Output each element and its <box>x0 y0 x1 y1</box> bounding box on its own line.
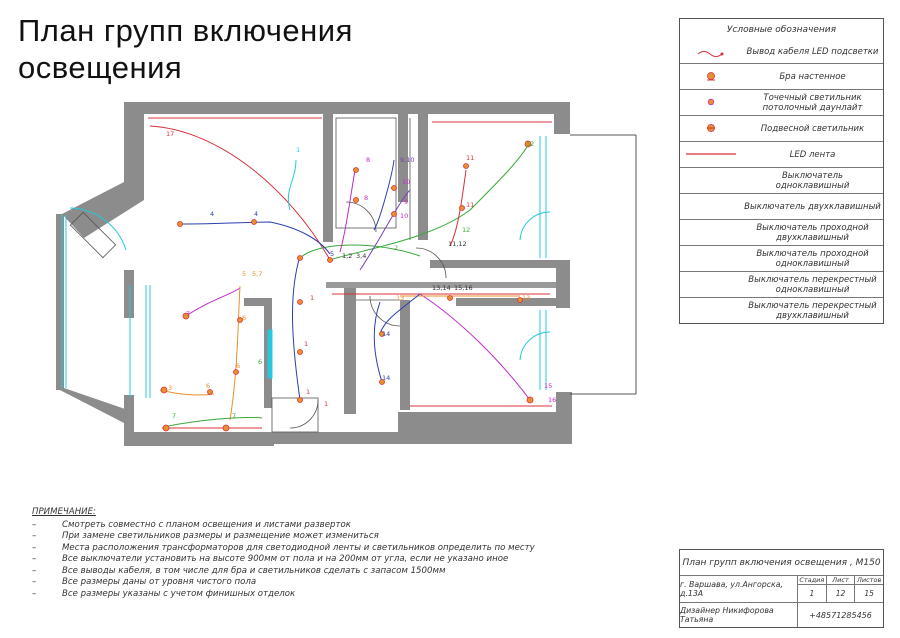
circuit-lines <box>150 126 530 426</box>
note-text: Все размеры указаны с учетом финишных отделок <box>62 588 296 599</box>
circuit-label: 5,7 <box>252 270 263 278</box>
downlight-icon <box>354 168 359 173</box>
legend-row <box>680 89 883 115</box>
title-block-row-2 <box>680 576 883 603</box>
legend-symbol <box>680 194 742 219</box>
circuit-magenta <box>340 170 355 252</box>
note-dash: – <box>32 588 37 599</box>
wall <box>430 260 558 268</box>
cable-outlet-icon <box>680 41 742 63</box>
downlight-icon <box>328 258 333 263</box>
page-title-line-2: освещения <box>18 50 183 85</box>
circuit-label: 1,2 <box>342 252 353 260</box>
circuit-label: 13 <box>396 294 405 302</box>
wall <box>124 102 570 114</box>
circuit-green <box>330 142 530 260</box>
legend-label: Выключатель перекрестный одноклавишный <box>748 274 877 295</box>
legend-label: Вывод кабеля LED подсветки <box>746 47 879 57</box>
circuit-cyan <box>288 160 296 210</box>
stage-label: Стадия <box>799 576 825 584</box>
notes-list <box>32 519 535 600</box>
legend-header-row <box>680 19 883 41</box>
wall <box>323 102 333 242</box>
downlight-icon <box>298 256 303 261</box>
wall-sconce-icon <box>163 425 169 431</box>
circuit-label: 13,14 <box>432 284 451 292</box>
downlight-icon <box>464 164 469 169</box>
notes <box>32 507 535 600</box>
wall <box>556 260 570 308</box>
legend-label: Подвесной светильник <box>760 123 865 134</box>
wall <box>398 412 572 444</box>
wall <box>124 270 134 318</box>
downlight-icon <box>252 220 257 225</box>
circuit-label: 14 <box>382 374 391 382</box>
legend-symbol <box>680 168 742 193</box>
circuit-blue <box>180 222 330 254</box>
sheet-title: План групп включения освещения , М150 <box>680 550 883 576</box>
circuit-label: 15,16 <box>454 284 473 292</box>
room-outline <box>336 118 396 228</box>
note-text: Места расположения трансформаторов для светодиодной ленты и светильников определить по месту <box>62 542 535 553</box>
sheets-label: Листов <box>857 576 882 584</box>
circuit-label: 10 <box>400 212 409 220</box>
legend-label: Выключатель одноклавишный <box>775 170 850 191</box>
wall <box>418 102 428 240</box>
circuit-label: 1 <box>304 340 309 348</box>
plan-labels <box>166 130 556 420</box>
legend-row <box>680 167 883 193</box>
downlight-icon <box>234 370 239 375</box>
note-item <box>32 531 535 543</box>
wall <box>400 300 410 410</box>
legend-row <box>680 115 883 141</box>
phone: +48571285456 <box>809 610 872 620</box>
legend-label: LED лента <box>789 149 836 160</box>
note-item <box>32 588 535 600</box>
wall <box>62 182 144 238</box>
wall <box>124 432 274 446</box>
pendant-light-icon <box>527 397 533 403</box>
circuit-orange <box>230 286 240 420</box>
legend-row <box>680 141 883 167</box>
legend-label: Бра настенное <box>779 71 846 82</box>
legend-label: Точечный светильник потолочный даунлайт <box>762 92 863 113</box>
note-item <box>32 565 535 577</box>
legend-symbol <box>680 298 742 323</box>
circuit-label: 15 <box>544 382 553 390</box>
legend-symbol <box>680 220 742 245</box>
circuit-label: 1 <box>296 146 301 154</box>
legend-symbol <box>680 246 742 271</box>
sheet-cell <box>827 576 856 602</box>
circuit-label: 7 <box>172 412 177 420</box>
circuit-label: 6 <box>258 358 263 366</box>
circuit-label: 6 <box>206 382 211 390</box>
circuit-label: 8 <box>366 156 371 164</box>
room-outline <box>272 398 318 432</box>
legend-row <box>680 219 883 245</box>
wall-sconce-icon <box>161 387 167 393</box>
circuit-label: 7 <box>232 412 237 420</box>
circuit-label: 16 <box>548 396 557 404</box>
legend-row <box>680 297 883 323</box>
wall <box>344 284 356 414</box>
circuit-green <box>168 417 262 426</box>
stage-cell <box>798 576 827 602</box>
circuit-label: 3,4 <box>356 252 367 260</box>
downlight-icon <box>448 296 453 301</box>
legend-rows <box>680 41 883 323</box>
downlight-icon <box>208 390 213 395</box>
circuit-magenta <box>420 294 530 400</box>
note-dash: – <box>32 554 37 565</box>
led-strip-icon <box>680 142 742 167</box>
downlight-icon <box>460 206 465 211</box>
downlight-icon <box>354 198 359 203</box>
legend-label: Выключатель проходной одноклавишный <box>756 248 869 269</box>
circuit-label: 8 <box>364 194 369 202</box>
note-item <box>32 519 535 531</box>
sheet-label: Лист <box>827 576 855 585</box>
circuit-label: 2 <box>394 244 399 252</box>
legend-row <box>680 245 883 271</box>
legend-row <box>680 193 883 219</box>
legend-label: Выключатель перекрестный двухклавишный <box>748 300 877 321</box>
note-item <box>32 577 535 589</box>
wall <box>56 214 64 390</box>
wall-sconce-icon <box>680 64 742 89</box>
sheets-cell <box>855 576 883 602</box>
downlight-icon <box>298 350 303 355</box>
circuit-label: 1 <box>324 400 329 408</box>
circuit-label: 13 <box>522 294 531 302</box>
circuit-label: 5 <box>242 270 247 278</box>
title-block <box>679 549 884 628</box>
circuit-label: 12 <box>526 140 535 148</box>
wall <box>554 102 570 134</box>
wall <box>456 298 556 306</box>
legend-row <box>680 271 883 297</box>
circuit-label: 4 <box>210 210 215 218</box>
sheet-info-cells <box>798 576 883 602</box>
legend-label: Выключатель двухклавишный <box>744 201 881 212</box>
wall <box>556 392 572 424</box>
downlight-icon <box>298 398 303 403</box>
legend-symbol <box>680 272 742 297</box>
circuit-label: 6 <box>242 314 247 322</box>
note-text: Все выключатели установить на высоте 900мм от пола и на 200мм от угла, если не указано иное <box>62 554 509 565</box>
wall <box>56 388 128 424</box>
circuit-label: 12 <box>462 226 471 234</box>
downlight-icon <box>680 90 742 115</box>
circuit-label: 7 <box>186 310 191 318</box>
walls <box>56 102 572 446</box>
circuit-label: 9 <box>404 198 409 206</box>
note-dash: – <box>32 531 37 542</box>
page-title-line-1: План групп включения <box>18 13 353 48</box>
circuit-label: 6 <box>236 362 241 370</box>
title-block-row-3 <box>680 603 883 627</box>
designer: Дизайнер Никифорова Татьяна <box>680 603 798 627</box>
note-item <box>32 554 535 566</box>
legend-row <box>680 41 883 63</box>
circuit-magenta <box>186 288 240 316</box>
note-dash: – <box>32 542 37 553</box>
stage-value: 1 <box>809 589 815 598</box>
circuit-label: 14 <box>382 330 391 338</box>
downlight-icon <box>178 222 183 227</box>
wall-sconce-icon <box>223 425 229 431</box>
note-dash: – <box>32 565 37 576</box>
address: г. Варшава, ул.Ангорска, д.13А <box>680 576 798 602</box>
notes-header: ПРИМЕЧАНИЕ: <box>32 507 96 517</box>
downlight-icon <box>392 186 397 191</box>
note-text: Смотреть совместно с планом освещения и листами разверток <box>62 519 351 530</box>
circuit-label: 1 <box>306 388 311 396</box>
note-text: Все выводы кабеля, в том числе для бра и светильников сделать с запасом 1500мм <box>62 565 446 576</box>
downlight-icon <box>298 300 303 305</box>
circuit-label: 3 <box>168 384 173 392</box>
note-text: Все размеры даны от уровня чистого пола <box>62 577 257 588</box>
circuit-label: 11 <box>466 154 475 162</box>
pendant-light-icon <box>680 116 742 141</box>
circuit-label: 10 <box>402 178 411 186</box>
circuit-label: 4 <box>254 210 259 218</box>
sheet-value: 12 <box>835 589 846 598</box>
note-dash: – <box>32 577 37 588</box>
note-dash: – <box>32 519 37 530</box>
downlight-icon <box>392 212 397 217</box>
legend-header: Условные обозначения <box>726 25 837 35</box>
circuit-label: 1 <box>310 294 315 302</box>
legend-row <box>680 63 883 89</box>
circuit-blue <box>293 256 301 400</box>
note-item <box>32 542 535 554</box>
circuit-red <box>150 126 330 260</box>
circuit-label: 9,10 <box>400 156 415 164</box>
wall <box>398 102 411 202</box>
circuit-label: 11,12 <box>448 240 467 248</box>
legend-label: Выключатель проходной двухклавишный <box>756 222 869 243</box>
legend-table <box>679 18 884 324</box>
sheets-value: 15 <box>864 589 874 598</box>
circuit-label: 17 <box>166 130 175 138</box>
wall <box>270 432 400 444</box>
circuit-label: 5 <box>330 250 335 258</box>
note-text: При замене светильников размеры и размещение может измениться <box>62 531 379 542</box>
circuit-label: 11 <box>466 201 475 209</box>
